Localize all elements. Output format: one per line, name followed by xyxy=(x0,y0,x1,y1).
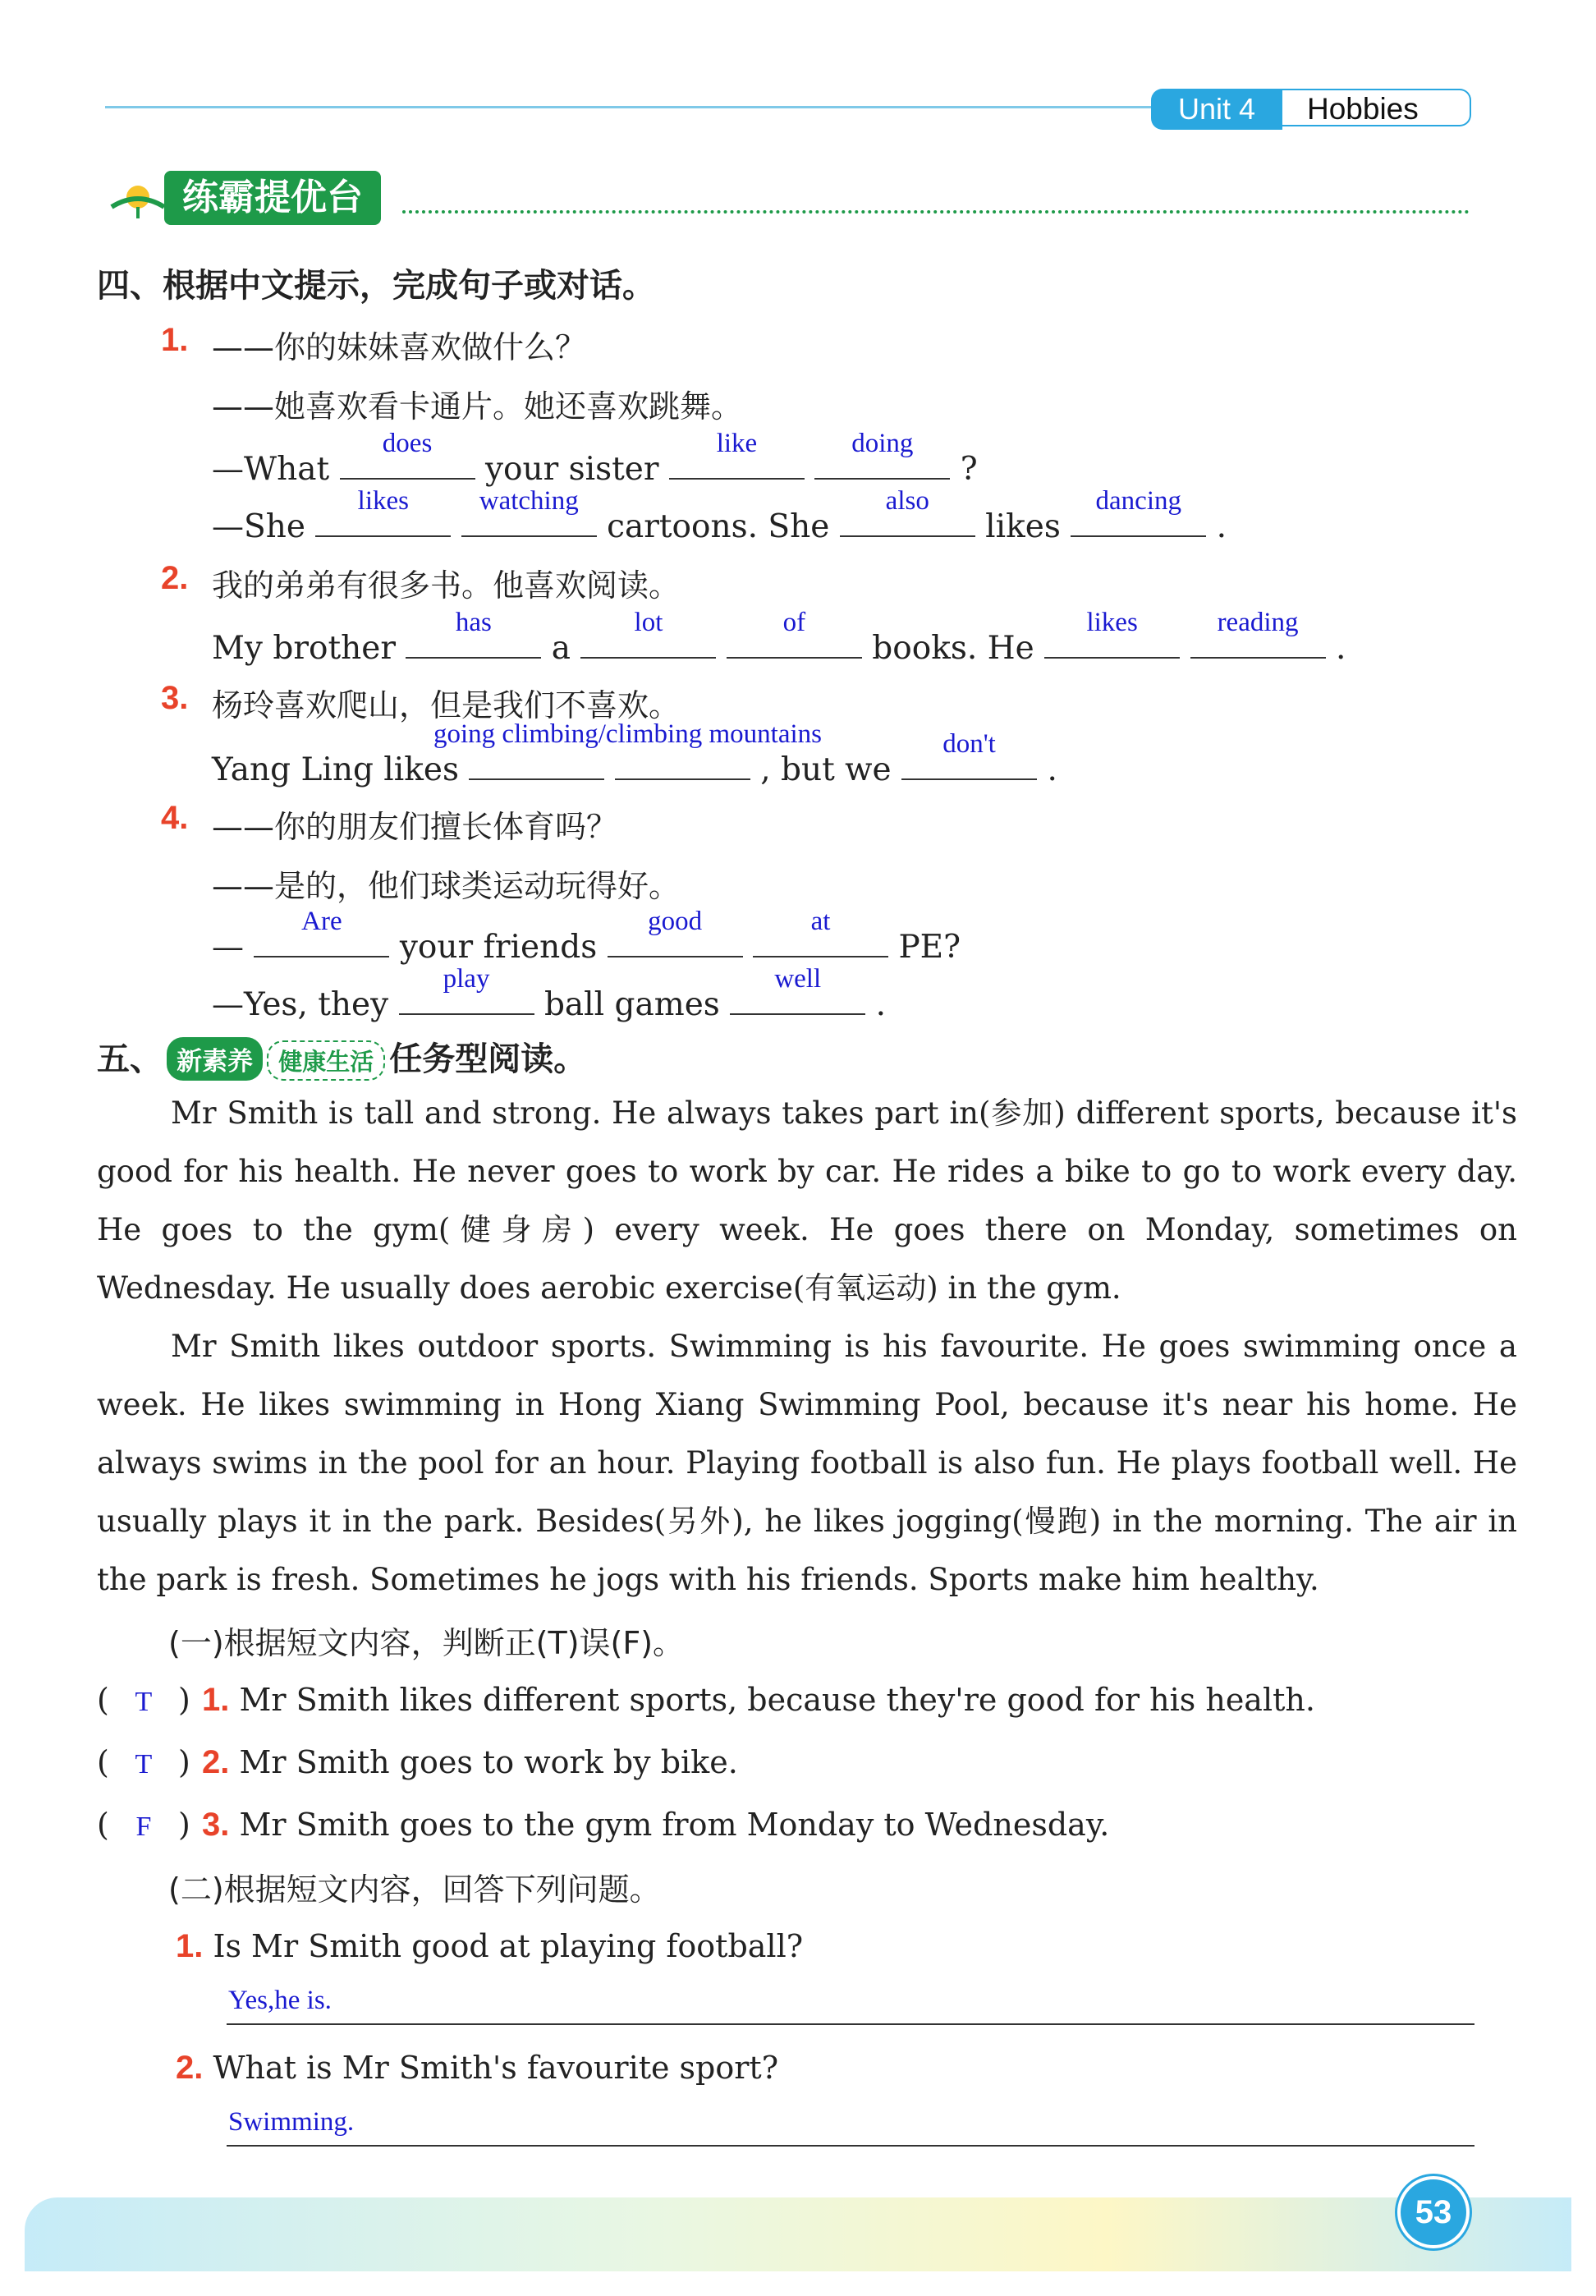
banner-dots xyxy=(402,210,1470,214)
page-number-badge: 53 xyxy=(1397,2176,1470,2248)
q1-text-f: likes xyxy=(985,508,1061,545)
tf-item-2 xyxy=(97,1744,738,1781)
q2-blank-5[interactable] xyxy=(1190,608,1326,659)
section5-title: 任务型阅读。 xyxy=(389,1040,587,1078)
qa-item-1 xyxy=(176,1928,803,1965)
q4-text-b: your friends xyxy=(399,929,598,966)
tf-item-1 xyxy=(97,1682,1315,1719)
q2-number: 2. xyxy=(161,560,189,596)
q4-blank-3[interactable] xyxy=(753,907,888,957)
q4-answer-5: well xyxy=(774,964,822,994)
q1-blank-6[interactable] xyxy=(840,486,975,537)
q1-blank-1[interactable] xyxy=(340,429,475,480)
q2-text-c: books. He xyxy=(872,630,1034,667)
tf-text-3: Mr Smith goes to the gym from Monday to Wednesday. xyxy=(239,1807,1110,1843)
q3-blank-1[interactable] xyxy=(469,742,604,780)
q1-text-c: ? xyxy=(960,451,978,488)
tf-answer-2: T xyxy=(135,1749,153,1779)
q1-blank-7[interactable] xyxy=(1071,486,1206,537)
tf-bracket-1[interactable]: ( T ) xyxy=(97,1682,190,1718)
q4-text-f: . xyxy=(875,986,887,1023)
q1-text-e: cartoons. She xyxy=(607,508,830,545)
q2-text-a: My brother xyxy=(212,630,396,667)
q4-blank-2[interactable] xyxy=(608,907,743,957)
q4-blank-5[interactable] xyxy=(730,964,865,1015)
q4-blank-4[interactable] xyxy=(399,964,534,1015)
q1-number: 1. xyxy=(161,322,189,358)
q1-cn1: ——你的妹妹喜欢做什么？ xyxy=(212,329,587,365)
q1-text-g: . xyxy=(1216,508,1227,545)
section5-heading xyxy=(97,1033,586,1081)
q3-answer: don't xyxy=(942,729,996,759)
q3-text-c: . xyxy=(1047,751,1057,788)
qa-answer-1: Yes,he is. xyxy=(228,1986,332,2015)
q3-text-b: , but we xyxy=(760,751,892,788)
q4-answer-3: at xyxy=(810,907,831,936)
q4-cn1: ——你的朋友们擅长体育吗？ xyxy=(212,809,618,845)
tf-number-2: 2. xyxy=(202,1744,230,1780)
q3-blank-2[interactable] xyxy=(615,742,750,780)
q4-line1 xyxy=(212,907,961,966)
banner-icon xyxy=(105,174,171,220)
header-rule xyxy=(105,106,1156,108)
q1-answer-3: doing xyxy=(851,429,914,458)
q1-blank-2[interactable] xyxy=(669,429,805,480)
qa-answer-line-1[interactable] xyxy=(227,1977,1474,2025)
qa-item-2 xyxy=(176,2050,778,2087)
qa-answer-2: Swimming. xyxy=(228,2107,355,2137)
q2-answer-2: lot xyxy=(634,608,663,637)
q1-text-a: —What xyxy=(212,451,330,488)
q4-answer-1: Are xyxy=(301,907,342,936)
q4-blank-1[interactable] xyxy=(254,907,389,957)
q1-answer-7: dancing xyxy=(1095,486,1181,516)
qa-question-1: Is Mr Smith good at playing football? xyxy=(213,1928,804,1964)
q1-answer-5: watching xyxy=(479,486,579,516)
q2-answer-4: likes xyxy=(1086,608,1138,637)
qa-question-2: What is Mr Smith's favourite sport? xyxy=(213,2050,779,2086)
tf-text-1: Mr Smith likes different sports, because they're good for his health. xyxy=(239,1682,1315,1718)
qa-number-2: 2. xyxy=(176,2050,204,2086)
q3-cn: 杨玲喜欢爬山，但是我们不喜欢。 xyxy=(212,687,681,723)
tf-answer-3: F xyxy=(135,1812,152,1842)
q2-line xyxy=(212,608,1346,667)
q1-answer-2: like xyxy=(716,429,758,458)
unit-title: Hobbies xyxy=(1282,89,1471,126)
q1-answer-6: also xyxy=(885,486,929,516)
q2-answer-1: has xyxy=(455,608,492,637)
q3-number: 3. xyxy=(161,680,189,716)
q1-text-b: your sister xyxy=(484,451,659,488)
q3-text-a: Yang Ling likes xyxy=(212,751,459,788)
q2-blank-4[interactable] xyxy=(1044,608,1180,659)
tf-answer-1: T xyxy=(135,1687,153,1717)
passage-paragraph-2: Mr Smith likes outdoor sports. Swimming is his favourite. He goes swimming once a week. He likes swimming in Hong Xiang Swimming Pool, because it's near his home. He always swims in the pool for an hour. Playing football is also fun. He plays football well. He usually plays it in the park. Besides(另外), he likes jogging(慢跑) in the morning. The air in the park is fresh. Sometimes he jogs with his friends. Sports make him healthy. xyxy=(97,1329,1517,1597)
section5-tag: 健康生活 xyxy=(267,1040,385,1081)
section5-pill: 新素养 xyxy=(167,1037,263,1081)
tf-bracket-2[interactable]: ( T ) xyxy=(97,1744,190,1780)
q4-text-e: ball games xyxy=(543,986,720,1023)
q4-text-d: —Yes, they xyxy=(212,986,389,1023)
q4-text-a: — xyxy=(212,929,244,966)
q1-line1 xyxy=(212,429,978,488)
q4-number: 4. xyxy=(161,800,189,836)
q1-blank-3[interactable] xyxy=(814,429,950,480)
q1-blank-5[interactable] xyxy=(461,486,597,537)
q4-answer-2: good xyxy=(648,907,703,936)
tf-text-2: Mr Smith goes to work by bike. xyxy=(239,1744,738,1780)
q2-text-d: . xyxy=(1335,630,1346,667)
q2-blank-2[interactable] xyxy=(580,608,716,659)
q1-blank-4[interactable] xyxy=(315,486,451,537)
tf-item-3 xyxy=(97,1807,1109,1844)
unit-tab: Unit 4 xyxy=(1151,89,1282,130)
part1-title: (一)根据短文内容，判断正(T)误(F)。 xyxy=(168,1625,685,1661)
qa-number-1: 1. xyxy=(176,1928,204,1964)
q3-blank-3[interactable] xyxy=(901,729,1037,780)
tf-bracket-3[interactable]: ( F ) xyxy=(97,1807,190,1843)
tf-number-3: 3. xyxy=(202,1807,230,1843)
q1-line2 xyxy=(212,486,1227,545)
footer-band xyxy=(25,2197,1571,2271)
q4-cn2: ——是的，他们球类运动玩得好。 xyxy=(212,868,681,904)
q4-line2 xyxy=(212,964,887,1023)
q4-text-c: PE? xyxy=(898,929,961,966)
q2-cn: 我的弟弟有很多书。他喜欢阅读。 xyxy=(212,567,681,604)
q1-text-d: —She xyxy=(212,508,305,545)
q2-blank-3[interactable] xyxy=(727,608,862,659)
reading-passage xyxy=(97,1084,1517,1609)
q2-blank-1[interactable] xyxy=(406,608,541,659)
part2-title: (二)根据短文内容，回答下列问题。 xyxy=(168,1871,661,1908)
q1-answer-1: does xyxy=(382,429,433,458)
q1-cn2: ——她喜欢看卡通片。她还喜欢跳舞。 xyxy=(212,388,743,425)
q1-answer-4: likes xyxy=(357,486,409,516)
qa-answer-line-2[interactable] xyxy=(227,2099,1474,2147)
section4-title: 四、根据中文提示，完成句子或对话。 xyxy=(97,267,655,305)
q2-answer-3: of xyxy=(782,608,806,637)
q2-text-b: a xyxy=(551,630,571,667)
q3-answer-long: going climbing/climbing mountains xyxy=(433,719,822,749)
q2-answer-5: reading xyxy=(1217,608,1299,637)
passage-paragraph-1: Mr Smith is tall and strong. He always takes part in(参加) different sports, because it's good for his health. He never goes to work by car. He rides a bike to go to work every day. He goes to the gym(健身房) every week. He goes there on Monday, sometimes on Wednesday. He usually does aerobic exercise(有氧运动) in the gym. xyxy=(97,1095,1517,1306)
q4-answer-4: play xyxy=(443,964,490,994)
section5-prefix: 五、 xyxy=(97,1040,163,1078)
banner-title: 练霸提优台 xyxy=(164,171,381,225)
tf-number-1: 1. xyxy=(202,1682,230,1718)
